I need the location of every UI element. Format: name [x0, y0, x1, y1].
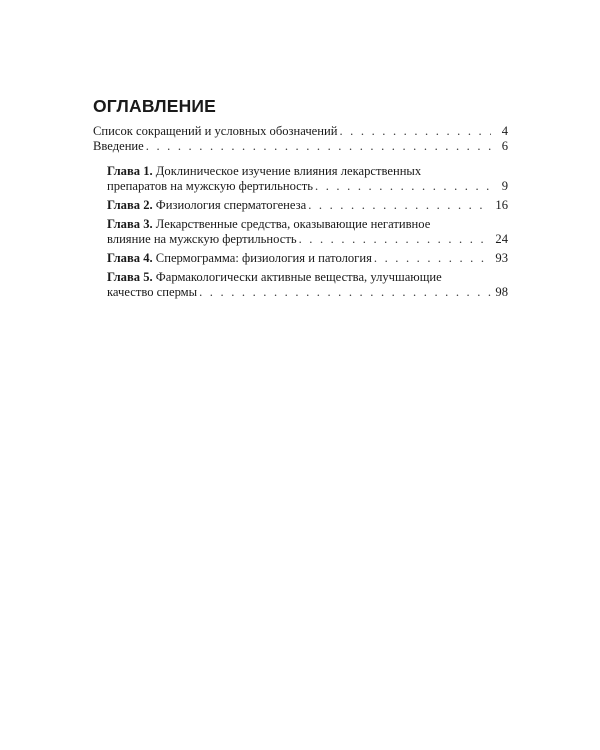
toc-entry-chapter-4[interactable]: [93, 251, 508, 266]
dot-leader: [146, 139, 491, 154]
chapter-label: Глава 2.: [107, 198, 153, 212]
chapter-title-line2: препаратов на мужскую фертильность: [107, 179, 314, 193]
toc-entry-chapter-1[interactable]: [93, 164, 508, 194]
chapter-label: Глава 4.: [107, 251, 153, 265]
toc-page-number: 9: [501, 179, 508, 193]
chapter-label: Глава 1.: [107, 164, 153, 178]
toc-page: [93, 96, 508, 300]
chapter-title-line1: Доклиническое изучение влияния лекарственных: [152, 164, 422, 178]
toc-page-number: 93: [495, 251, 508, 265]
dot-leader: [339, 124, 491, 139]
dot-leader: [308, 198, 491, 213]
toc-entry-chapter-2[interactable]: [93, 198, 508, 213]
chapter-label: Глава 3.: [107, 217, 153, 231]
toc-page-number: 98: [495, 285, 508, 299]
toc-entry-abbreviations[interactable]: [93, 124, 508, 139]
toc-page-number: 4: [501, 124, 508, 138]
toc-page-number: 6: [501, 139, 508, 153]
toc-entry-text: Введение: [93, 139, 144, 153]
chapter-title-line1: Фармакологически активные вещества, улучшающие: [152, 270, 442, 284]
toc-entry-introduction[interactable]: [93, 139, 508, 154]
toc-entry-chapter-3[interactable]: [93, 217, 508, 247]
dot-leader: [299, 232, 491, 247]
chapter-title-line1: Лекарственные средства, оказывающие негативное: [152, 217, 431, 231]
dot-leader: [315, 179, 491, 194]
toc-page-number: 24: [495, 232, 508, 246]
toc-entry-chapter-5[interactable]: [93, 270, 508, 300]
chapter-title-line2: влияние на мужскую фертильность: [107, 232, 297, 246]
dot-leader: [374, 251, 491, 266]
chapter-label: Глава 5.: [107, 270, 153, 284]
chapter-title-line1: Физиология сперматогенеза: [152, 198, 307, 212]
toc-page-number: 16: [495, 198, 508, 212]
chapter-title-line1: Спермограмма: физиология и патология: [152, 251, 372, 265]
chapter-title-line2: качество спермы: [107, 285, 198, 299]
toc-title: ОГЛАВЛЕНИЕ: [93, 96, 217, 116]
dot-leader: [199, 285, 491, 300]
toc-entry-text: Список сокращений и условных обозначений: [93, 124, 338, 138]
